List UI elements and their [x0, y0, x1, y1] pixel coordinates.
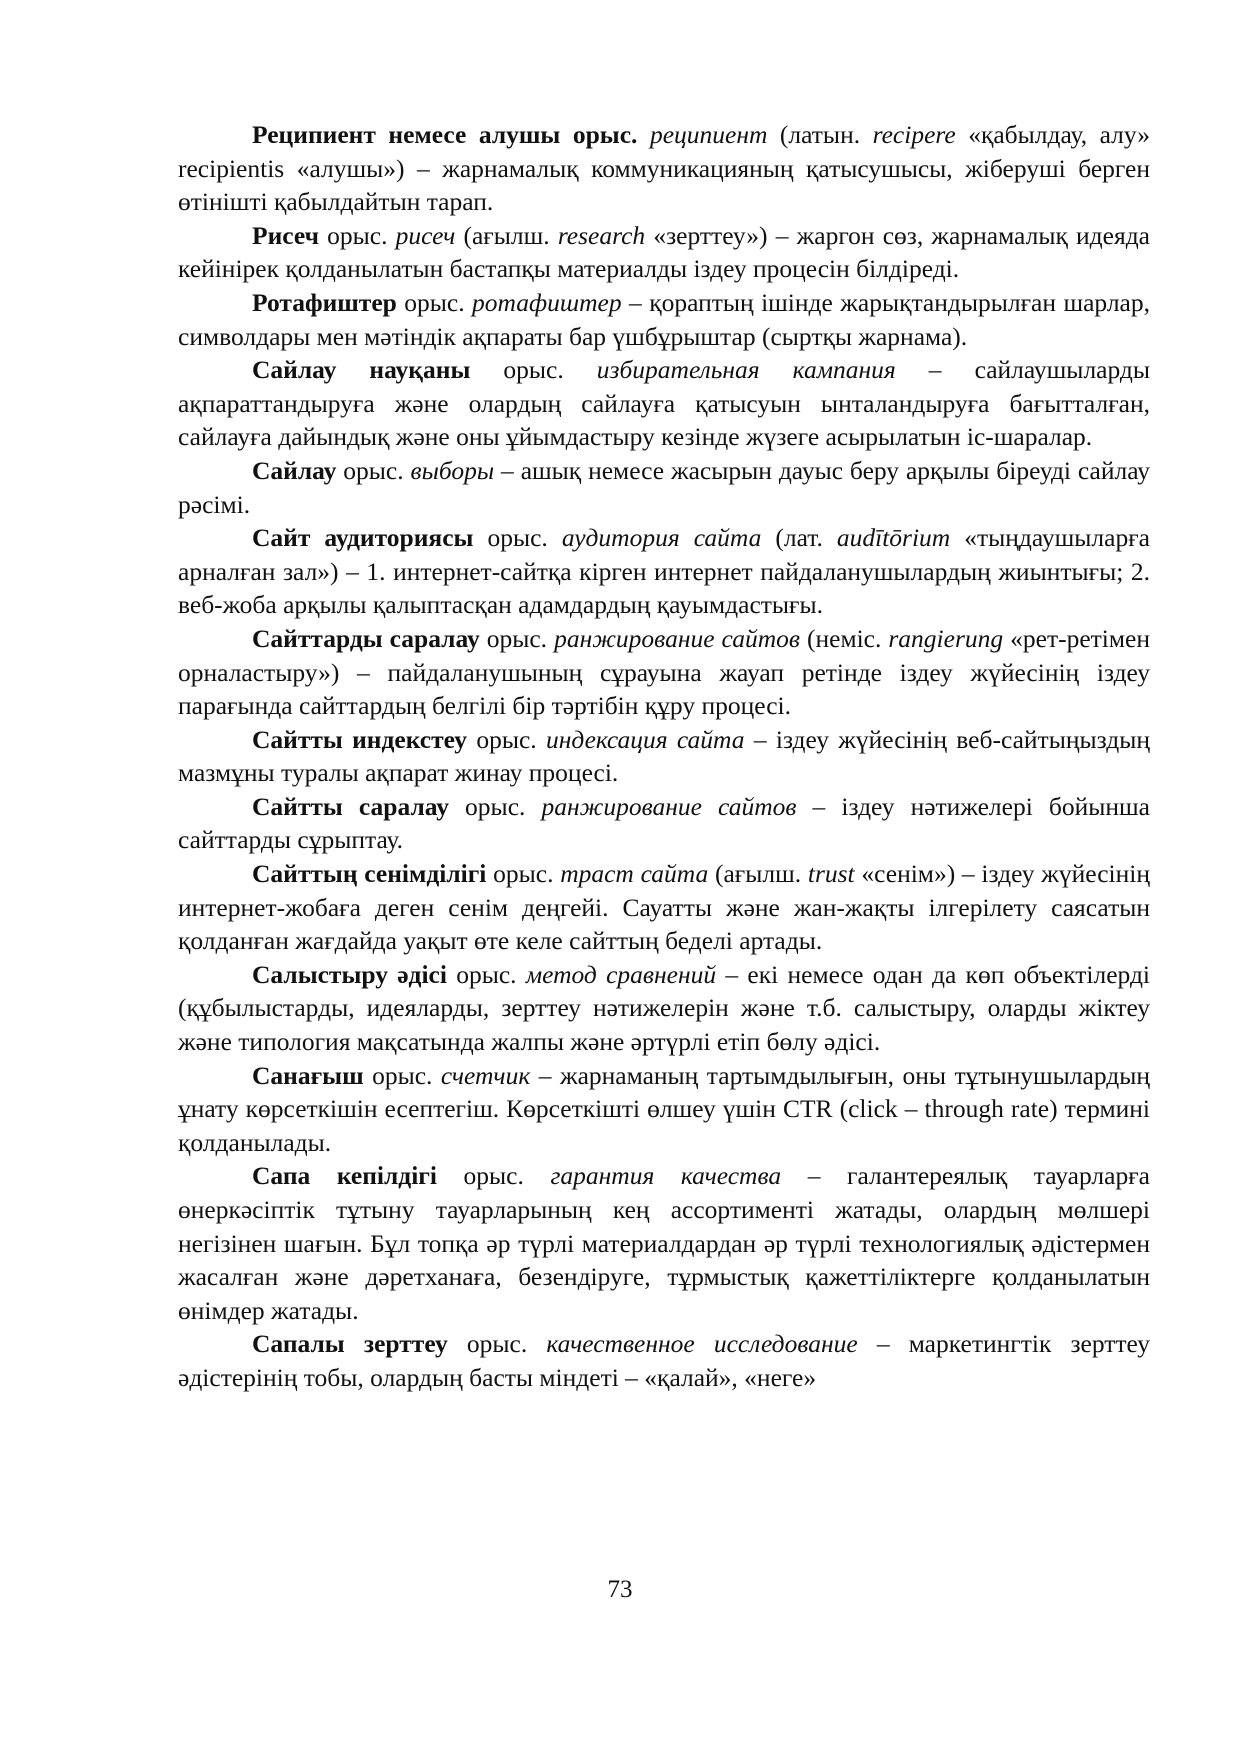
entry-text: орыс. [363, 1060, 441, 1090]
entry-text: «рет-ретімен орналастыру») – пайдаланушының сұрауына жауап ретінде іздеу жүйесінің іздеу парағында сайттардың белгілі бір тәртібін құру процесі. [178, 623, 1150, 721]
entry-text: – маркетингтік зерттеу әдістерінің тобы, олардың басты міндеті – «қалай», «неге» [178, 1329, 1150, 1392]
entry-text: – ашық немесе жасырын дауыс беру арқылы біреуді сайлау рәсімі. [178, 455, 1151, 519]
russian-equivalent: индексация сайта [545, 724, 745, 754]
glossary-entry [178, 118, 1150, 219]
entry-term: Сайт аудиториясы [252, 523, 474, 553]
entry-term: Салыстыру әдісі [252, 959, 447, 989]
entry-term: Сапа кепілдігі [252, 1161, 437, 1191]
entry-text: (ағылш. [708, 859, 808, 889]
foreign-etymon: rangierung [888, 623, 1004, 653]
russian-equivalent: ранжирование сайтов [541, 791, 797, 821]
entry-term: Сайлау науқаны [252, 355, 471, 385]
entry-text [637, 120, 650, 149]
entry-term: Сайлау [252, 455, 337, 485]
glossary-entry [178, 790, 1150, 857]
russian-equivalent: реципиент [649, 120, 768, 149]
entry-text: орыс. [448, 791, 542, 821]
glossary-entry [178, 219, 1150, 286]
glossary-entry [178, 958, 1150, 1059]
foreign-etymon: recipere [872, 120, 956, 149]
entry-text: орыс. [446, 959, 526, 989]
glossary-entry [178, 1059, 1150, 1160]
glossary-entry [178, 521, 1150, 622]
glossary-entry [178, 723, 1150, 790]
entry-text: (ағылш. [455, 220, 558, 250]
entry-text: «зерттеу») – жаргон сөз, жарнамалық идеяда кейінірек қолданылатын бастапқы материалды іздеу процесін білдіреді. [178, 220, 1150, 284]
entry-text: орыс. [336, 455, 411, 485]
russian-equivalent: избирательная кампания [596, 355, 896, 385]
entry-text: орыс. [396, 287, 473, 317]
russian-equivalent: выборы [410, 455, 495, 485]
entry-text: «сенім») – іздеу жүйесінің интернет-жобаға деген сенім деңгейі. Сауатты және жан-жақты ілгерілету саясатын қолданған жағдайда уақыт өте келе сайттың беделі артады. [178, 859, 1151, 956]
page-number: 73 [607, 1576, 633, 1603]
entry-text: (неміс. [799, 623, 889, 653]
entry-term: Сайттарды саралау [252, 623, 480, 653]
russian-equivalent: гарантия качества [550, 1161, 782, 1191]
entry-text: орыс. [467, 724, 546, 754]
glossary-entry [178, 1159, 1150, 1327]
russian-equivalent: ротафиштер [472, 287, 622, 317]
entry-term: Сайтты индекстеу [252, 724, 468, 754]
entry-text: орыс. [470, 355, 597, 385]
russian-equivalent: качественное исследование [546, 1329, 858, 1359]
russian-equivalent: ранжирование сайтов [554, 623, 800, 653]
entry-text: орыс. [447, 1329, 547, 1359]
entry-term: Сайттың сенімділігі [252, 859, 487, 889]
entry-term: Реципиент немесе алушы орыс. [252, 120, 638, 149]
foreign-etymon: trust [807, 859, 855, 889]
russian-equivalent: метод сравнений [525, 959, 717, 989]
entry-text: – сайлаушыларды ақпараттандыруға және олардың сайлауға қатысуын ынталандыруға бағытталған, сайлауға дайындық және оны ұйымдастыру кезінде жүзеге асырылатын іс-шаралар. [178, 355, 1151, 452]
foreign-etymon: research [557, 220, 646, 250]
entry-text: – жарнаманың тартымдылығын, оны тұтынушылардың ұнату көрсеткішін есептегіш. Көрсеткішті өлшеу үшін CTR (click – through rate) термині қолданылады. [178, 1060, 1150, 1157]
glossary-entry [178, 286, 1150, 353]
russian-equivalent: траст сайта [560, 859, 709, 889]
glossary-entry [178, 857, 1150, 958]
entry-text: (латын. [767, 120, 873, 149]
entry-text: орыс. [479, 623, 555, 653]
entry-term: Сапалы зерттеу [252, 1329, 448, 1359]
entry-text: орыс. [473, 523, 562, 553]
entry-term: Ротафиштер [252, 287, 397, 317]
entry-text: орыс. [318, 220, 396, 250]
russian-equivalent: рисеч [395, 220, 456, 250]
russian-equivalent: счетчик [440, 1060, 531, 1090]
glossary-entry [178, 1327, 1150, 1394]
glossary-entry [178, 353, 1150, 454]
entry-term: Сайтты саралау [252, 791, 449, 821]
glossary-entry [178, 622, 1150, 723]
glossary-entry [178, 454, 1150, 521]
entry-term: Рисеч [252, 220, 319, 250]
entry-text: – галантереялық тауарларға өнеркәсіптік тұтыну тауарларының кең ассортименті жатады, олардың мөлшері негізінен шағын. Бұл топқа әр түрлі материалдардан әр түрлі технологиялық әдістермен жасалған және дәретханаға, безендіруге, тұрмыстық қажеттіліктерге қолданылатын өнімдер жатады. [178, 1161, 1150, 1325]
entry-text: «қабылдау, алу» recipientis «алушы») – жарнамалық коммуникацияның қатысушысы, жіберуші берген өтінішті қабылдайтын тарап. [178, 120, 1150, 217]
entry-text: – іздеу жүйесінің веб-сайтыңыздың мазмұны туралы ақпарат жинау процесі. [178, 724, 1150, 788]
entry-text: орыс. [436, 1161, 551, 1191]
foreign-etymon: audītōrium [836, 523, 951, 553]
entry-text: «тыңдаушыларға арналған зал») – 1. интернет-сайтқа кірген интернет пайдаланушылардың жиынтығы; 2. веб-жоба арқылы қалыптасқан адамдардың қауымдастығы. [178, 523, 1151, 620]
russian-equivalent: аудитория сайта [561, 523, 762, 553]
entry-term: Санағыш [252, 1060, 364, 1090]
entry-text: – екі немесе одан да көп объектілерді (құбылыстарды, идеяларды, зерттеу нәтижелерін және т.б. салыстыру, оларды жіктеу және типология мақсатында жалпы және әртүрлі етіп бөлу әдісі. [178, 959, 1151, 1057]
entry-text: – іздеу нәтижелері бойынша сайттарды сұрыптау. [178, 791, 1150, 855]
glossary-entries [178, 118, 1150, 1395]
entry-text: орыс. [486, 859, 561, 889]
entry-text: (лат. [761, 523, 837, 553]
entry-text: – қораптың ішінде жарықтандырылған шарлар, символдары мен мәтіндік ақпараты бар үшбұрыштар (сыртқы жарнама). [178, 287, 1150, 351]
